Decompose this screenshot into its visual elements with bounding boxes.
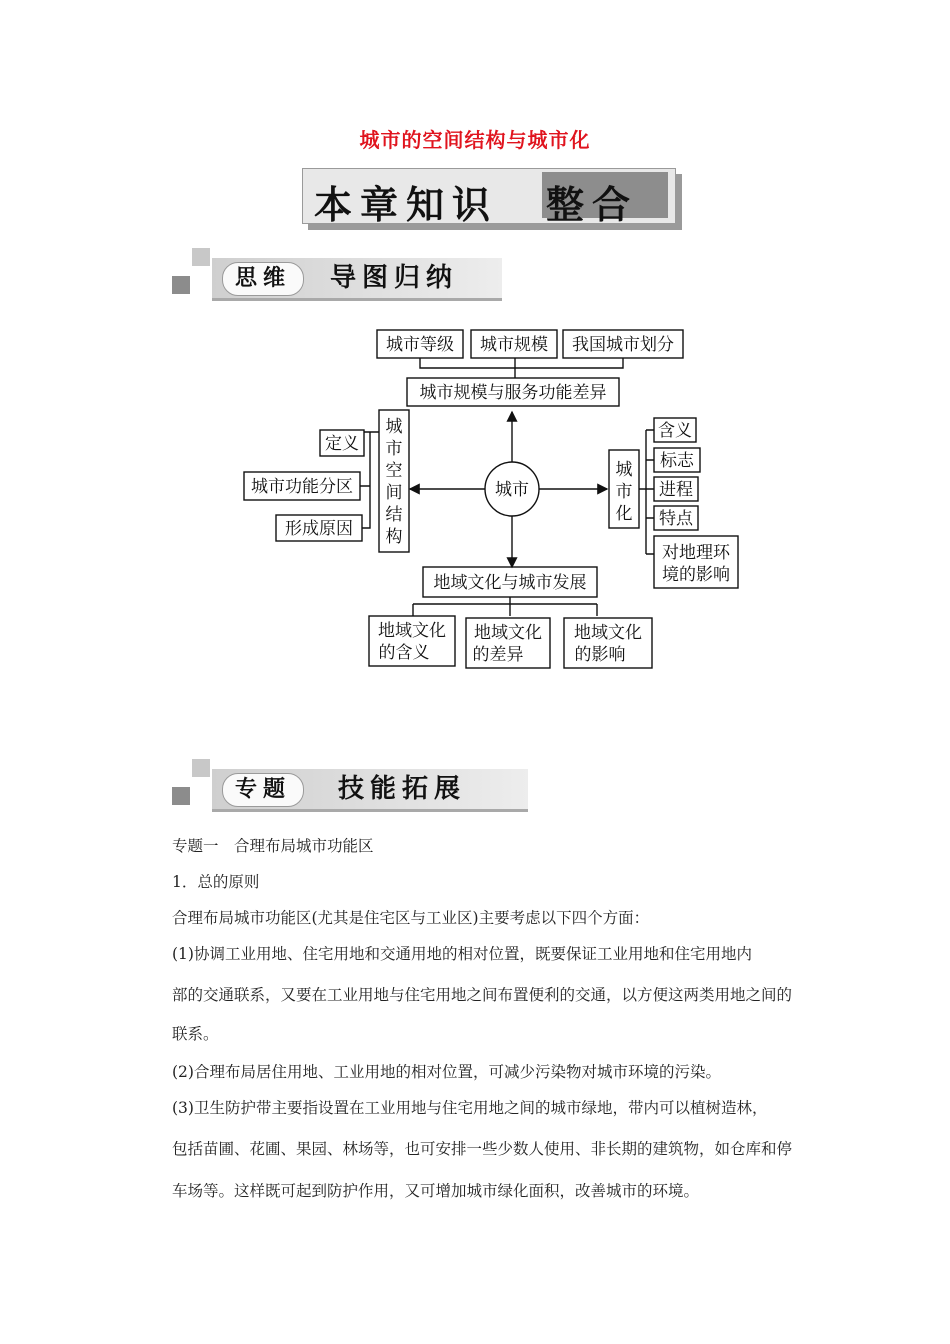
left-main-char: 市 — [385, 439, 403, 459]
right-item-1-label: 含义 — [658, 421, 692, 441]
subheading: 1．总的原则 — [172, 873, 260, 891]
left-item-3-label: 形成原因 — [285, 519, 353, 539]
right-main-char: 市 — [615, 482, 633, 502]
right-item-3-label: 进程 — [659, 480, 693, 500]
right-item-2-label: 标志 — [660, 451, 694, 471]
left-main-char: 间 — [385, 483, 403, 503]
top-box-2-label: 城市规模 — [480, 335, 548, 355]
top-box-1-label: 城市等级 — [386, 335, 454, 355]
paragraph-3-line-3: 车场等。这样既可起到防护作用，又可增加城市绿化面积，改善城市的环境。 — [172, 1182, 700, 1200]
bottom-item-3-line1: 地域文化 — [574, 623, 642, 643]
right-item-4-label: 特点 — [659, 509, 693, 529]
left-item-1-label: 定义 — [325, 434, 359, 454]
decor-square-icon — [172, 276, 190, 294]
right-main-char: 化 — [615, 504, 633, 524]
paragraph-1-line-3: 联系。 — [172, 1025, 219, 1043]
bottom-item-1-line2: 的含义 — [378, 643, 430, 663]
section-pill: 思维 — [222, 262, 304, 296]
banner-highlight-text: 整合 — [546, 183, 639, 227]
paragraph-3-line-2: 包括苗圃、花圃、果园、林场等，也可安排一些少数人使用、非长期的建筑物，如仓库和停 — [172, 1140, 793, 1158]
paragraph-2: (2)合理布局居住用地、工业用地的相对位置，可减少污染物对城市环境的污染。 — [172, 1063, 721, 1081]
bottom-item-3-line2: 的影响 — [574, 645, 626, 665]
section-header-skills — [172, 757, 512, 815]
bottom-item-2-line1: 地域文化 — [474, 623, 542, 643]
section-header-mindmap — [172, 246, 512, 304]
section-title: 导图归纳 — [330, 263, 459, 293]
section-title: 技能拓展 — [338, 774, 467, 804]
bottom-main-label: 地域文化与城市发展 — [433, 573, 587, 593]
right-item-5-line2: 境的影响 — [662, 565, 730, 585]
top-box-3-label: 我国城市划分 — [572, 335, 674, 355]
left-main-char: 空 — [385, 461, 403, 481]
chapter-banner — [302, 168, 682, 230]
top-main-label: 城市规模与服务功能差异 — [419, 383, 607, 403]
paragraph-1-line-2: 部的交通联系，又要在工业用地与住宅用地之间布置便利的交通，以方便这两类用地之间的 — [172, 986, 793, 1004]
paragraph-3-line-1: (3)卫生防护带主要指设置在工业用地与住宅用地之间的城市绿地，带内可以植树造林， — [172, 1099, 768, 1117]
section-pill: 专题 — [222, 773, 304, 807]
center-label: 城市 — [495, 480, 529, 500]
bottom-item-2-line2: 的差异 — [472, 645, 524, 665]
decor-square-icon — [192, 759, 210, 777]
decor-square-icon — [192, 248, 210, 266]
paragraph-1-line-1: (1)协调工业用地、住宅用地和交通用地的相对位置，既要保证工业用地和住宅用地内 — [172, 945, 752, 963]
left-main-char: 构 — [385, 527, 403, 547]
intro-paragraph: 合理布局城市功能区(尤其是住宅区与工业区)主要考虑以下四个方面： — [172, 909, 650, 927]
mind-map — [230, 318, 750, 678]
left-main-char: 城 — [385, 417, 403, 437]
bottom-item-1-line1: 地域文化 — [378, 621, 446, 641]
right-item-5-line1: 对地理环 — [662, 543, 730, 563]
topic-heading: 专题一 合理布局城市功能区 — [172, 837, 374, 855]
decor-square-icon — [172, 787, 190, 805]
banner-main-text: 本章知识 — [314, 183, 499, 227]
document-title: 城市的空间结构与城市化 — [359, 128, 591, 152]
right-main-char: 城 — [615, 460, 633, 480]
left-main-char: 结 — [385, 505, 403, 525]
left-item-2-label: 城市功能分区 — [251, 477, 353, 497]
